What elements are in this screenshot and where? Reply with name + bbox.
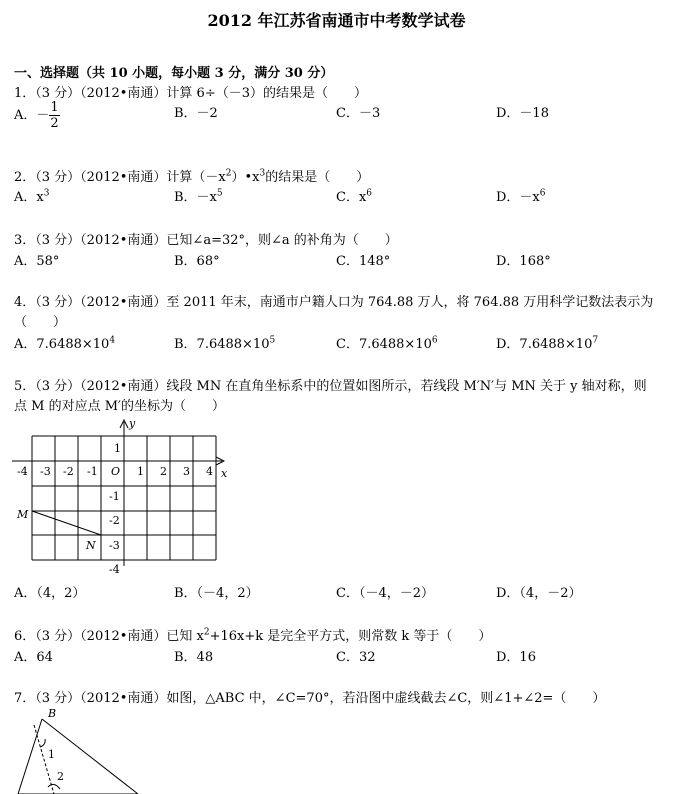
question-6-option-d[interactable]: D．16 [496,650,536,665]
x-tick-label: 1 [137,465,144,478]
x-tick-label: 3 [183,465,190,478]
question-2-option-c[interactable] [336,186,372,205]
y-tick-label: 1 [114,442,121,455]
exponent: 3 [43,188,50,199]
question-6-option-c[interactable]: C．32 [336,650,376,665]
x-tick-label: -1 [87,465,98,478]
minus-sign: － [36,108,50,123]
fraction [49,100,59,131]
question-1-option-b[interactable]: B．－2 [174,106,218,121]
y-tick-label: -3 [109,539,120,552]
x-tick-label: -2 [63,465,74,478]
option-text: A．x [14,190,44,205]
question-5-stem-line2: 点 M 的对应点 M′的坐标为（ ） [14,399,225,414]
exponent: 2 [225,168,232,179]
question-7-stem: 7．（3 分）（2012•南通）如图，△ABC 中，∠C=70°，若沿图中虚线截去∠C，则∠1+∠2=（ ） [14,691,606,706]
segment-mn [32,511,101,535]
option-text: D．－x [496,190,540,205]
vertex-b-label: B [48,707,57,720]
question-5-option-c[interactable]: C．（－4，－2） [336,586,434,601]
y-tick-label: -2 [109,514,120,527]
x-tick-label: 2 [160,465,167,478]
question-2-stem [14,166,369,185]
option-text: B．－x [174,190,217,205]
question-1-stem: 1．（3 分）（2012•南通）计算 6÷（－3）的结果是（ ） [14,86,367,101]
option-text: C．7.6488×10 [336,337,432,352]
question-4-option-d[interactable] [496,333,598,352]
point-m-label: M [17,508,29,521]
exponent: 5 [216,188,223,199]
question-3-stem: 3．（3 分）（2012•南通）已知∠a=32°，则∠a 的补角为（ ） [14,233,398,248]
y-tick-label: -4 [109,563,120,576]
exponent: 2 [203,627,210,638]
exponent: 6 [366,188,373,199]
question-1-option-a[interactable] [14,100,60,131]
question-2-option-a[interactable] [14,186,49,205]
triangle-side-ab [18,719,42,794]
fraction-numerator: 1 [50,100,59,115]
question-6-stem [14,625,491,644]
stem-text: 的结果是（ ） [265,170,370,185]
x-axis-label: x [221,467,228,480]
coordinate-grid-figure [8,414,238,578]
option-text: B．7.6488×10 [174,337,270,352]
x-tick-label: -3 [40,465,51,478]
angle-2-label: 2 [57,770,64,783]
section-heading: 一、选择题（共 10 小题，每小题 3 分，满分 30 分） [14,66,334,81]
question-2-option-b[interactable] [174,186,223,205]
question-4-stem-line2: （ ） [14,315,67,330]
exponent: 6 [431,335,438,346]
stem-text: 2．（3 分）（2012•南通）计算（－x [14,170,226,185]
y-axis-label: y [129,417,136,430]
question-4-option-b[interactable] [174,333,275,352]
question-4-stem: 4．（3 分）（2012•南通）至 2011 年末，南通市户籍人口为 764.88 万人，将 764.88 万用科学记数法表示为 [14,295,654,310]
origin-label: O [111,465,121,478]
point-n-label: N [86,539,96,552]
question-4-option-c[interactable] [336,333,438,352]
exponent: 4 [109,335,116,346]
option-text: D．7.6488×10 [496,337,593,352]
question-3-option-d[interactable]: D．168° [496,254,551,269]
question-6-option-a[interactable]: A．64 [14,650,53,665]
option-text: C．x [336,190,367,205]
angle-1-arc [40,739,45,747]
page-title: 2012 年江苏省南通市中考数学试卷 [207,11,466,30]
stem-text: 6．（3 分）（2012•南通）已知 x [14,629,204,644]
option-text: A．7.6488×10 [14,337,110,352]
question-3-option-c[interactable]: C．148° [336,254,391,269]
triangle-figure [10,703,150,794]
question-1-option-d[interactable]: D．－18 [496,106,549,121]
angle-2-arc [48,784,60,789]
question-1-option-c[interactable]: C．－3 [336,106,381,121]
exponent: 5 [269,335,276,346]
question-5-option-a[interactable]: A．（4，2） [14,586,86,601]
question-6-option-b[interactable]: B．48 [174,650,214,665]
fraction-denominator: 2 [50,116,59,131]
question-3-option-b[interactable]: B．68° [174,254,220,269]
exponent: 7 [592,335,599,346]
x-tick-label: 4 [206,465,213,478]
question-3-option-a[interactable]: A．58° [14,254,60,269]
angle-1-label: 1 [48,748,55,761]
option-label: A． [14,108,37,123]
question-4-option-a[interactable] [14,333,115,352]
exponent: 6 [539,188,546,199]
stem-text: +16x+k 是完全平方式，则常数 k 等于（ ） [209,629,492,644]
question-5-option-b[interactable]: B．（－4，2） [174,586,259,601]
question-2-option-d[interactable] [496,186,546,205]
x-tick-label: -4 [17,465,28,478]
stem-text: ）•x [231,170,260,185]
question-5-option-d[interactable]: D．（4，－2） [496,586,582,601]
y-tick-label: -1 [109,490,120,503]
exponent: 3 [259,168,266,179]
question-5-stem: 5．（3 分）（2012•南通）线段 MN 在直角坐标系中的位置如图所示，若线段 M′N′与 MN 关于 y 轴对称，则 [14,379,647,394]
